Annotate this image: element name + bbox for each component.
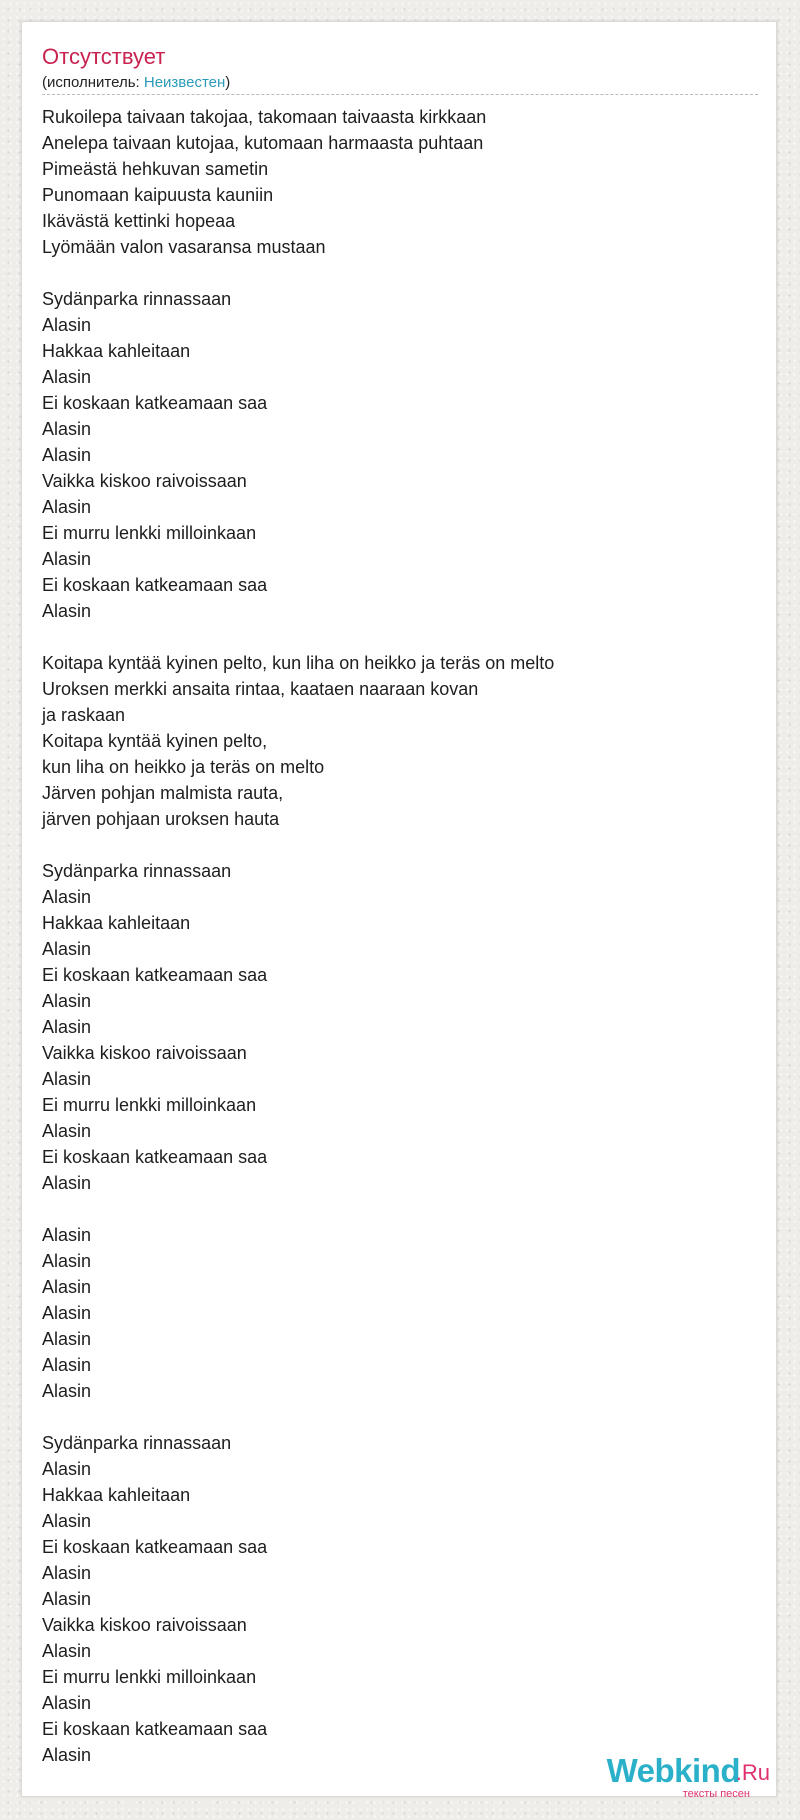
lyric-line: Ei koskaan katkeamaan saa [42,965,268,985]
divider [42,94,758,95]
stanza-gap [42,832,758,858]
artist-prefix: (исполнитель: [42,74,144,91]
stanza-gap [42,1196,758,1222]
lyric-line: Ei murru lenkki milloinkaan [42,1667,257,1687]
lyric-line: Anelepa taivaan kutojaa, kutomaan harmaasta puhtaan [42,133,484,153]
lyric-line: Alasin [42,1589,92,1609]
lyric-line: Alasin [42,1303,92,1323]
lyric-line: Ei murru lenkki milloinkaan [42,523,257,543]
lyric-line: Järven pohjan malmista rauta, [42,783,284,803]
logo-tagline: тексты песен [682,1788,750,1800]
artist-link[interactable]: Неизвестен [143,74,226,91]
lyric-line: Ei koskaan katkeamaan saa [42,575,268,595]
logo-domain: .Ru [735,1760,770,1785]
lyric-line: Alasin [42,1381,92,1401]
lyric-line: Alasin [42,1329,92,1349]
artist-suffix: ) [225,74,231,91]
lyric-line: Vaikka kiskoo raivoissaan [42,1043,247,1063]
lyric-line: Alasin [42,991,92,1011]
lyric-line: Alasin [42,887,92,907]
lyric-line: Ei murru lenkki milloinkaan [42,1095,257,1115]
artist-line [42,74,230,92]
lyrics-card [21,21,777,1797]
lyric-line: Alasin [42,1121,92,1141]
lyric-line: ja raskaan [42,705,126,725]
lyric-line: Alasin [42,601,92,621]
stanza-gap [42,260,758,286]
lyric-line: Alasin [42,1693,92,1713]
site-logo[interactable] [570,1750,770,1800]
lyric-line: Alasin [42,419,92,439]
stanza-gap [42,1404,758,1430]
lyric-line: Hakkaa kahleitaan [42,341,191,361]
lyric-line: Hakkaa kahleitaan [42,1485,191,1505]
lyric-line: Alasin [42,315,92,335]
lyric-line: Alasin [42,1745,92,1765]
lyric-line: Ei koskaan katkeamaan saa [42,393,268,413]
lyric-line: Ei koskaan katkeamaan saa [42,1537,268,1557]
lyric-line: Ikävästä kettinki hopeaa [42,211,236,231]
lyric-line: Alasin [42,549,92,569]
lyric-line: Alasin [42,1173,92,1193]
lyric-line: kun liha on heikko ja teräs on melto [42,757,325,777]
lyric-line: Alasin [42,939,92,959]
lyrics-text [42,104,758,1768]
lyric-line: Alasin [42,1641,92,1661]
lyric-line: järven pohjaan uroksen hauta [42,809,280,829]
lyric-line: Lyömään valon vasaransa mustaan [42,237,326,257]
lyric-line: Pimeästä hehkuvan sametin [42,159,269,179]
lyric-line: Punomaan kaipuusta kauniin [42,185,274,205]
lyric-line: Alasin [42,1355,92,1375]
lyric-line: Ei koskaan katkeamaan saa [42,1719,268,1739]
lyric-line: Alasin [42,1225,92,1245]
lyric-line: Uroksen merkki ansaita rintaa, kaataen naaraan kovan [42,679,479,699]
lyric-line: Ei koskaan katkeamaan saa [42,1147,268,1167]
lyric-line: Alasin [42,1017,92,1037]
lyric-line: Vaikka kiskoo raivoissaan [42,471,247,491]
lyric-line: Alasin [42,497,92,517]
lyric-line: Alasin [42,1251,92,1271]
lyric-line: Alasin [42,1459,92,1479]
lyric-line: Sydänparka rinnassaan [42,1433,232,1453]
lyric-line: Rukoilepa taivaan takojaa, takomaan taivaasta kirkkaan [42,107,487,127]
lyric-line: Alasin [42,1277,92,1297]
logo-wordmark: Webkind [606,1752,740,1789]
stanza-gap [42,624,758,650]
lyric-line: Koitapa kyntää kyinen pelto, [42,731,268,751]
lyric-line: Alasin [42,445,92,465]
lyric-line: Sydänparka rinnassaan [42,861,232,881]
lyric-line: Vaikka kiskoo raivoissaan [42,1615,247,1635]
lyric-line: Alasin [42,1511,92,1531]
lyric-line: Alasin [42,1069,92,1089]
lyric-line: Alasin [42,367,92,387]
song-title: Отсутствует [42,44,166,69]
lyric-line: Koitapa kyntää kyinen pelto, kun liha on heikko ja teräs on melto [42,653,555,673]
lyric-line: Hakkaa kahleitaan [42,913,191,933]
lyric-line: Sydänparka rinnassaan [42,289,232,309]
lyric-line: Alasin [42,1563,92,1583]
